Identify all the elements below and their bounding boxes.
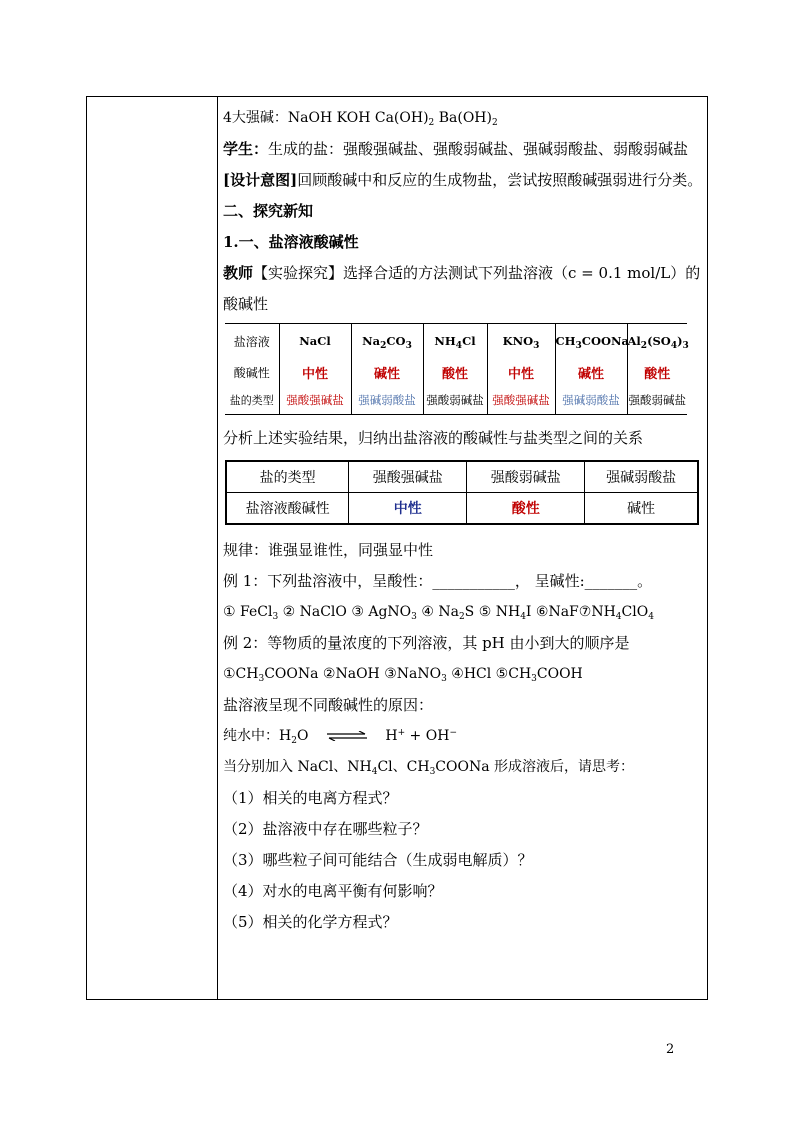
design-intent-label: [设计意图] xyxy=(223,171,298,189)
table-row xyxy=(225,386,687,415)
table-row xyxy=(225,358,687,386)
example-2-options: $①CH_3COONa$ ②NaOH ③NaNO$_3$ ④HCl $⑤CH_3COOH$ xyxy=(223,666,583,684)
acidity-cell: 中性 xyxy=(279,358,351,386)
row-label: 盐溶液酸碱性 xyxy=(226,493,349,525)
salt-cell: $Al_2(SO_4)_3$ xyxy=(627,324,687,359)
teacher-line xyxy=(223,258,703,320)
add-salts-line: 当分别加入 NaCl、$NH_4Cl$、$CH_3COONa$ 形成溶液后，请思考： xyxy=(223,759,635,777)
table-row xyxy=(226,493,698,525)
row-label: 盐的类型 xyxy=(225,386,279,415)
rule-line: 规律：谁强显谁性，同强显中性 xyxy=(223,541,434,559)
question-3: （3）哪些粒子间可能结合（生成弱电解质）？ xyxy=(223,851,533,869)
header-cell: 盐的类型 xyxy=(226,461,349,493)
example-1-line: 例 1：下列盐溶液中，呈酸性：___________， 呈碱性:_______。 xyxy=(223,572,653,590)
salt-type-cell: 强酸强碱盐 xyxy=(487,386,555,415)
analysis-line: 分析上述实验结果，归纳出盐溶液的酸碱性与盐类型之间的关系 xyxy=(223,429,644,447)
question-2: （2）盐溶液中存在哪些粒子？ xyxy=(223,820,428,838)
acidic-cell: 酸性 xyxy=(467,493,585,525)
salt-type-cell: 强碱弱酸盐 xyxy=(555,386,627,415)
page-number: 2 xyxy=(666,1042,675,1057)
salt-type-cell: 强酸弱碱盐 xyxy=(627,386,687,415)
salt-cell: $Na_2CO_3$ xyxy=(351,324,423,359)
lesson-table xyxy=(86,96,708,1000)
header-cell: 强碱弱酸盐 xyxy=(585,461,698,493)
row-label: 盐溶液 xyxy=(225,324,279,359)
header-cell: 强酸强碱盐 xyxy=(349,461,467,493)
design-intent-text: 回顾酸碱中和反应的生成物盐，尝试按照酸碱强弱进行分类。 xyxy=(297,171,703,189)
salt-type-summary-table xyxy=(225,460,699,525)
strong-bases-text-2: Ba(OH) xyxy=(434,110,492,126)
acidity-cell: 酸性 xyxy=(627,358,687,386)
acidity-cell: 碱性 xyxy=(555,358,627,386)
student-label: 学生： xyxy=(223,140,269,158)
student-line xyxy=(223,134,703,165)
teacher-text: 【实验探究】选择合适的方法测试下列盐溶液（c = 0.1 mol/L）的酸碱性 xyxy=(223,264,701,313)
student-text: 生成的盐：强酸强碱盐、强酸弱碱盐、强碱弱酸盐、弱酸弱碱盐 xyxy=(268,140,689,158)
salt-type-cell: 强酸弱碱盐 xyxy=(423,386,487,415)
table-row xyxy=(225,324,687,359)
salt-cell: NaCl xyxy=(279,324,351,359)
acidity-cell: 中性 xyxy=(487,358,555,386)
content-cell xyxy=(223,103,703,938)
salt-experiment-table xyxy=(225,323,687,415)
salt-cell: $NH_4Cl$ xyxy=(423,324,487,359)
question-5: （5）相关的化学方程式？ xyxy=(223,913,398,931)
section-heading: 二、探究新知 xyxy=(223,202,314,220)
subscript: 2 xyxy=(428,118,435,128)
neutral-cell: 中性 xyxy=(349,493,467,525)
example-1-options: ① FeCl$_3$ ② NaClO ③ AgNO$_3$ ④ $Na_2S$ ⑤ $NH_4I$ $⑥NaF⑦NH_4ClO_4$ xyxy=(223,604,654,622)
subscript: 2 xyxy=(491,118,498,128)
acidity-cell: 碱性 xyxy=(351,358,423,386)
question-1: （1）相关的电离方程式？ xyxy=(223,789,398,807)
example-2-line: 例 2：等物质的量浓度的下列溶液，其 pH 由小到大的顺序是 xyxy=(223,634,630,652)
row-label: 酸碱性 xyxy=(233,365,270,380)
equilibrium-arrow-icon xyxy=(325,731,369,741)
strong-bases-line xyxy=(223,103,703,134)
column-divider xyxy=(217,97,218,999)
strong-bases-text: 4大强碱：NaOH KOH Ca(OH) xyxy=(223,110,429,126)
salt-type-cell: 强酸强碱盐 xyxy=(279,386,351,415)
header-cell: 强酸弱碱盐 xyxy=(467,461,585,493)
question-4: （4）对水的电离平衡有何影响？ xyxy=(223,882,443,900)
water-ionization-line: 纯水中：$H_2O$ H+ + OH− xyxy=(223,728,457,746)
design-intent-line xyxy=(223,165,703,196)
subsection-heading: 1.一、盐溶液酸碱性 xyxy=(223,233,359,251)
basic-cell: 碱性 xyxy=(585,493,698,525)
reason-line: 盐溶液呈现不同酸碱性的原因： xyxy=(223,696,434,714)
teacher-label: 教师 xyxy=(223,264,254,282)
salt-type-cell: 强碱弱酸盐 xyxy=(351,386,423,415)
table-row xyxy=(226,461,698,493)
acidity-cell: 酸性 xyxy=(423,358,487,386)
salt-cell: $CH_3COONa$ xyxy=(555,324,627,359)
salt-cell: $KNO_3$ xyxy=(487,324,555,359)
